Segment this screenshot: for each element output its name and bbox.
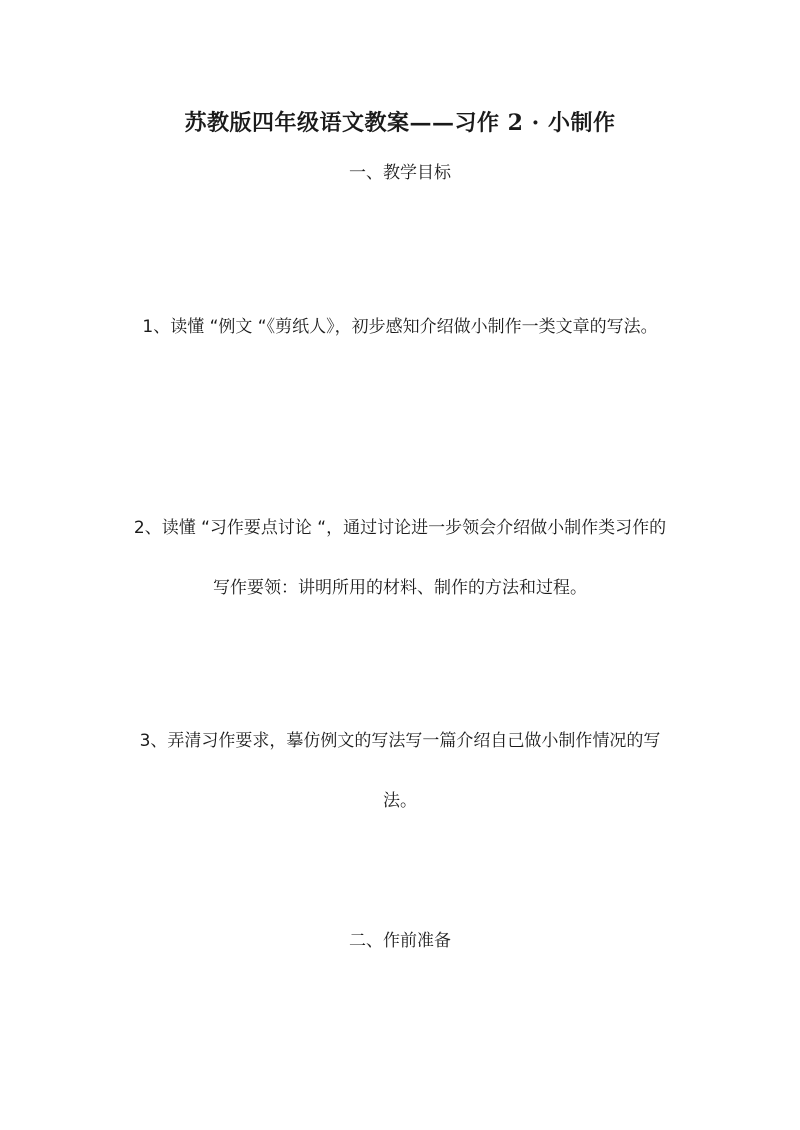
section-heading-preparation: 二、作前准备 — [349, 931, 451, 951]
goal-item-2: 2、读懂 “习作要点讨论 “，通过讨论进一步领会介绍做小制作类习作的写作要领：讲明所用的材料、制作的方法和过程。 — [133, 518, 667, 598]
goal-item-3: 3、弄清习作要求，摹仿例文的写法写一篇介绍自己做小制作情况的写法。 — [139, 731, 661, 811]
document-title: 苏教版四年级语文教案——习作 2 · 小制作 — [184, 110, 616, 136]
section-heading-teaching-goals: 一、教学目标 — [349, 163, 451, 183]
goal-item-1: 1、读懂 “例文 “《剪纸人》，初步感知介绍做小制作一类文章的写法。 — [142, 317, 658, 337]
